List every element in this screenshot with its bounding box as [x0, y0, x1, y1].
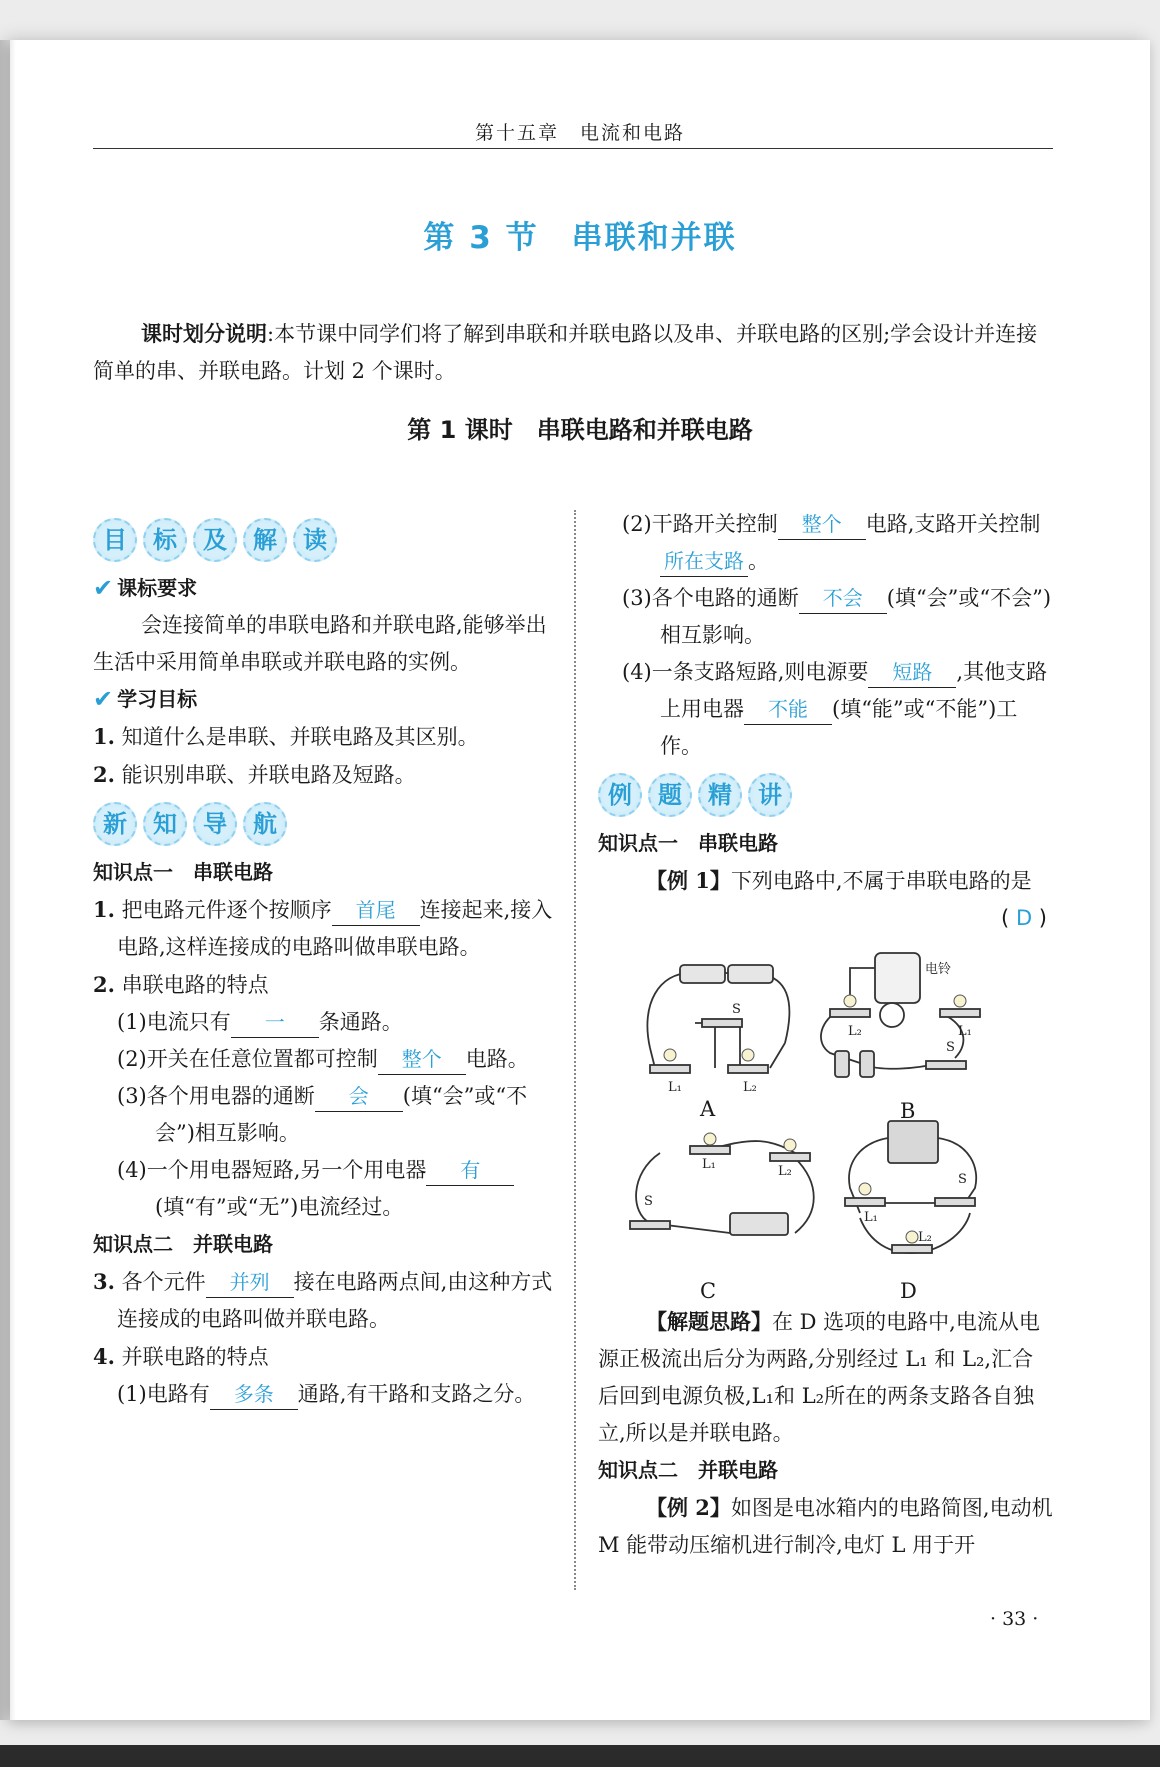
series-feature-2: (2)开关在任意位置都可控制 整个 电路。 — [93, 1041, 553, 1078]
answer-blank: 会 — [315, 1081, 403, 1112]
bottom-strip — [0, 1745, 1160, 1767]
banner-char: 标 — [143, 518, 187, 562]
parallel-feature-2: (2)干路开关控制 整个 电路,支路开关控制所在支路 。 — [598, 506, 1053, 580]
page-number: · 33 · — [990, 1608, 1039, 1630]
intro-text: :本节课中同学们将了解到串联和并联电路以及串、并联电路的区别;学会设计并连接简单的串、并联电路。计划 2 个课时。 — [93, 322, 1038, 383]
answer-blank: 不能 — [744, 694, 832, 725]
requirement-text: 会连接简单的串联电路和并联电路,能够举出生活中采用简单串联或并联电路的实例。 — [93, 613, 547, 674]
lamp-label: L₂ — [743, 1080, 757, 1095]
checkmark-icon: ✔ — [93, 574, 114, 602]
lamp-label: L₁ — [702, 1157, 716, 1172]
example-2: 【例 2】如图是电冰箱内的电路简图,电动机 M 能带动压缩机进行制冷,电灯 L 用于开 — [598, 1495, 1053, 1557]
banner-char: 例 — [598, 773, 642, 817]
goal-title: 学习目标 — [117, 687, 198, 711]
question-4: 4. 并联电路的特点 — [93, 1344, 269, 1369]
answer-blank: 一 — [231, 1007, 319, 1038]
parallel-feature-1: (1)电路有 多条 通路,有干路和支路之分。 — [93, 1376, 553, 1413]
lamp-label: L₂ — [778, 1164, 792, 1179]
intro-label: 课时划分说明 — [141, 322, 267, 346]
parallel-feature-3: (3)各个电路的通断 不会 (填“会”或“不会”)相互影响。 — [598, 580, 1053, 654]
answer-blank: 有 — [426, 1155, 514, 1186]
answer-blank: 所在支路 — [660, 546, 748, 577]
answer-blank: 不会 — [799, 583, 887, 614]
series-feature-3: (3)各个用电器的通断 会 (填“会”或“不会”)相互影响。 — [93, 1078, 553, 1152]
banner-char: 读 — [293, 518, 337, 562]
requirement-title: 课标要求 — [117, 576, 198, 600]
series-feature-4: (4)一个用电器短路,另一个用电器 有(填“有”或“无”)电流经过。 — [93, 1152, 553, 1226]
figure-label: D — [900, 1279, 917, 1303]
solution-paragraph: 【解题思路】在 D 选项的电路中,电流从电源正极流出后分为两路,分别经过 L₁ 和 L₂,汇合后回到电源负极,L₁和 L₂所在的两条支路各自独立,所以是并联电路。 — [598, 1309, 1040, 1445]
banner-char: 题 — [648, 773, 692, 817]
banner-new-knowledge — [93, 802, 553, 846]
example-knowledge-point-1: 知识点一 串联电路 — [598, 831, 778, 855]
running-head: 第十五章 电流和电路 — [474, 122, 685, 144]
answer-value: D — [1015, 906, 1033, 930]
switch-label: S — [946, 1040, 955, 1055]
question-2: 2. 串联电路的特点 — [93, 972, 269, 997]
lamp-label: L₁ — [958, 1024, 972, 1039]
switch-label: S — [958, 1172, 967, 1187]
banner-char: 航 — [243, 802, 287, 846]
figure-label: C — [700, 1279, 717, 1303]
lamp-label: L₁ — [864, 1210, 878, 1225]
requirement-heading — [93, 570, 553, 607]
lamp-label: L₂ — [918, 1230, 932, 1245]
answer-blank: 多条 — [210, 1379, 298, 1410]
banner-examples — [598, 773, 1053, 817]
answer-blank: 首尾 — [332, 895, 420, 926]
example-1: 【例 1】下列电路中,不属于串联电路的是 — [646, 868, 1032, 893]
answer-blank: 整个 — [778, 509, 866, 540]
lesson-title: 第 1 课时 串联电路和并联电路 — [407, 416, 753, 444]
knowledge-point-2: 知识点二 并联电路 — [93, 1232, 273, 1256]
example-1-answer: ( D ) — [1001, 906, 1047, 930]
banner-objectives — [93, 518, 553, 562]
intro-paragraph — [93, 316, 1053, 390]
parallel-feature-4: (4)一条支路短路,则电源要 短路 ,其他支路上用电器 不能 (填“能”或“不能”)工作。 — [598, 654, 1053, 765]
page-shadow — [0, 40, 16, 1720]
banner-char: 及 — [193, 518, 237, 562]
circuit-figure — [620, 943, 1040, 1303]
knowledge-point-1: 知识点一 串联电路 — [93, 860, 273, 884]
banner-char: 导 — [193, 802, 237, 846]
goal-item: 1. 知道什么是串联、并联电路及其区别。 — [93, 724, 479, 749]
figure-label: A — [700, 1097, 716, 1121]
banner-char: 知 — [143, 802, 187, 846]
goal-item: 2. 能识别串联、并联电路及短路。 — [93, 762, 416, 787]
answer-blank: 短路 — [868, 657, 956, 688]
series-feature-1: (1)电流只有 一 条通路。 — [93, 1004, 553, 1041]
column-divider — [574, 510, 576, 1590]
goal-heading — [93, 681, 553, 718]
figure-label: B — [900, 1099, 916, 1123]
switch-label: S — [732, 1002, 741, 1017]
banner-char: 讲 — [748, 773, 792, 817]
answer-blank: 并列 — [206, 1267, 294, 1298]
banner-char: 新 — [93, 802, 137, 846]
answer-blank: 整个 — [378, 1044, 466, 1075]
left-column — [93, 510, 553, 1413]
banner-char: 目 — [93, 518, 137, 562]
circuit-diagrams — [620, 943, 1040, 1303]
question-3: 3. 各个元件 并列 接在电路两点间,由这种方式连接成的电路叫做并联电路。 — [93, 1269, 553, 1331]
banner-char: 精 — [698, 773, 742, 817]
right-column — [598, 506, 1053, 1564]
bell-label: 电铃 — [925, 962, 952, 977]
example-knowledge-point-2: 知识点二 并联电路 — [598, 1458, 778, 1482]
checkmark-icon: ✔ — [93, 685, 114, 713]
switch-label: S — [644, 1194, 653, 1209]
lamp-label: L₁ — [668, 1080, 682, 1095]
banner-char: 解 — [243, 518, 287, 562]
header-rule — [93, 148, 1053, 149]
section-title: 第 3 节 串联和并联 — [423, 220, 737, 256]
lamp-label: L₂ — [848, 1024, 862, 1039]
question-1: 1. 把电路元件逐个按顺序 首尾 连接起来,接入电路,这样连接成的电路叫做串联电路。 — [93, 897, 553, 959]
